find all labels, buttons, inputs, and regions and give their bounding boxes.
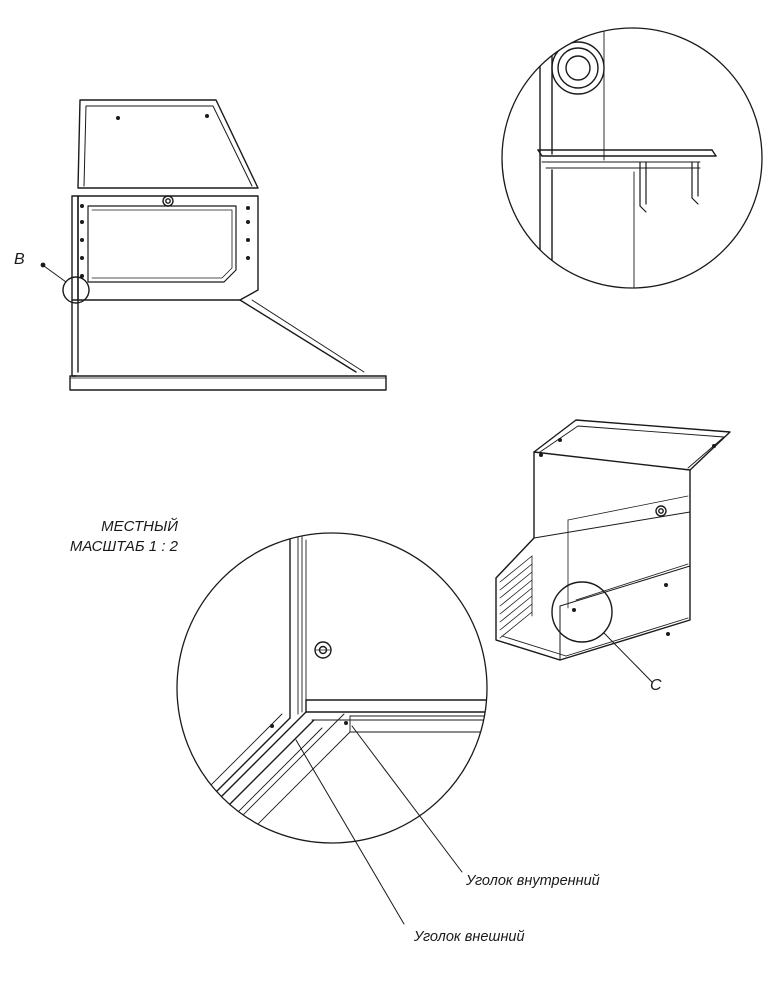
side-elevation-view xyxy=(41,100,386,390)
inner-angle-label: Уголок внутренний xyxy=(466,873,600,889)
local-scale-title: МЕСТНЫЙ xyxy=(101,518,178,535)
detail-view-b xyxy=(502,10,762,300)
isometric-view xyxy=(496,420,730,682)
local-scale-value: МАСШТАБ 1 : 2 xyxy=(69,538,178,555)
detail-label-b: B xyxy=(14,251,25,268)
outer-angle-label: Уголок внешний xyxy=(414,929,525,945)
detail-label-c: C xyxy=(650,677,662,694)
detail-view-c xyxy=(170,533,492,924)
